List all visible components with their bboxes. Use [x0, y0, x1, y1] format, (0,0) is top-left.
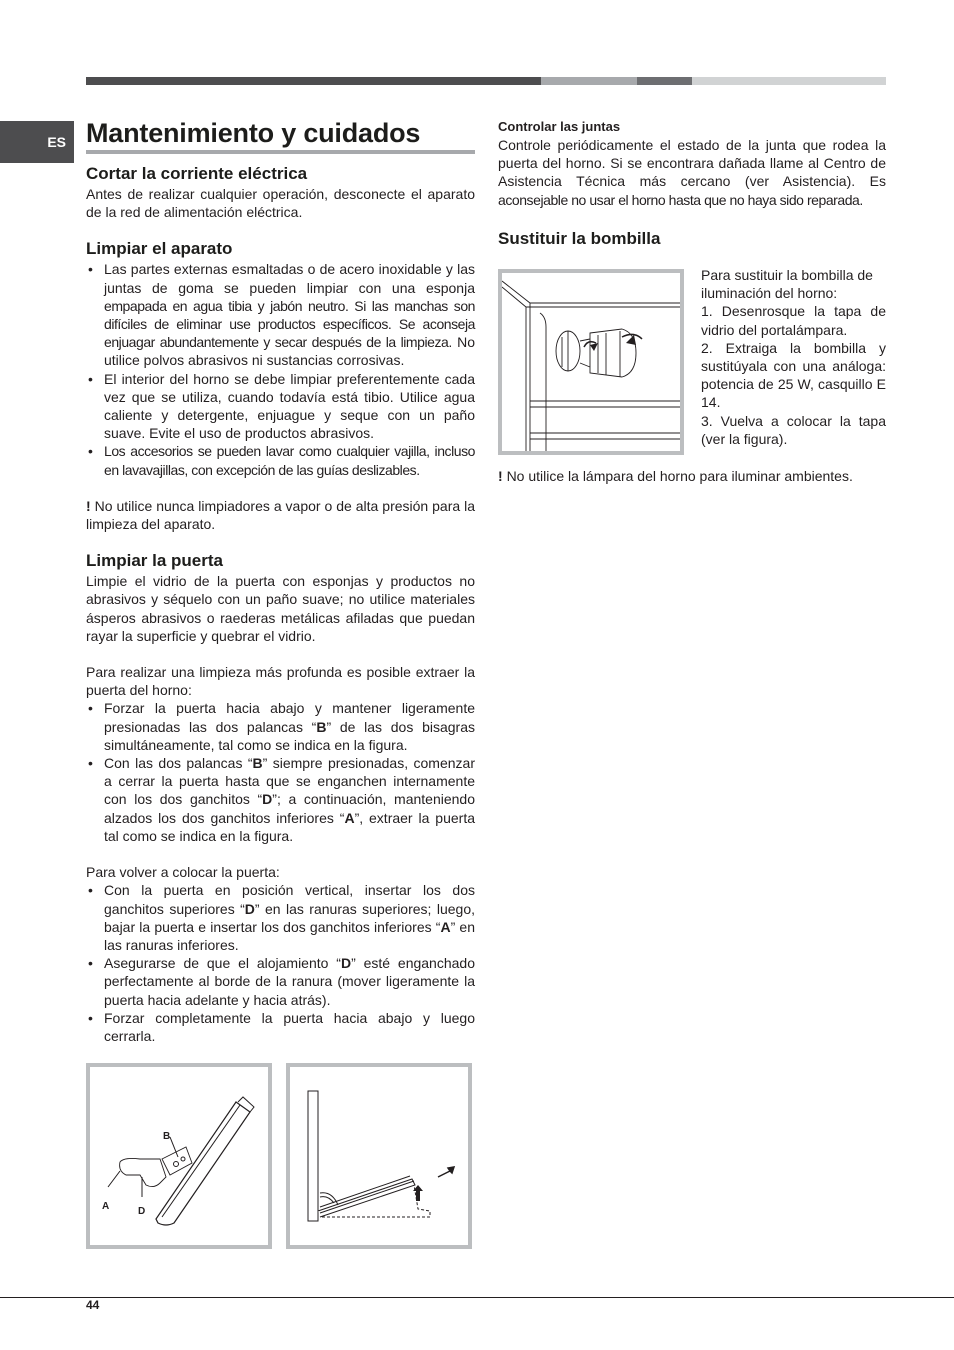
- left-column: [86, 163, 475, 1045]
- right-column: [498, 118, 886, 250]
- list-item: • Los accesorios se pueden lavar como cualquier vajilla, incluso en lavavajillas, con excepción de las guías deslizables.: [86, 442, 475, 478]
- juntas-text: Controle periódicamente el estado de la junta que rodea la puerta del horno. Si se encontrara dañada llame al Centro de Asistencia Técnica más cercano (ver Asistencia). Es aconsejable no usar el horno hasta que no haya sido reparada.: [498, 137, 886, 208]
- list-item: • Forzar completamente la puerta hacia abajo y luego cerrarla.: [86, 1009, 475, 1045]
- limpiar-aparato-warning: ! No utilice nunca limpiadores a vapor o de alta presión para la limpieza del aparato.: [86, 497, 476, 533]
- section-heading-limpiar-aparato: Limpiar el aparato: [86, 239, 233, 259]
- list-item: • Asegurarse de que el alojamiento “D” esté enganchado perfectamente al borde de la ranura (mover ligeramente la puerta hacia adelante y hacia atrás).: [86, 954, 475, 1009]
- list-item: • Forzar la puerta hacia abajo y mantener ligeramente presionadas las dos palancas “B” de las dos bisagras simultáneamente, tal como se indica en la figura.: [86, 699, 475, 754]
- warning-icon: !: [86, 497, 91, 514]
- page-title: Mantenimiento y cuidados: [86, 116, 475, 154]
- door-removal-figure: [286, 1063, 472, 1249]
- bombilla-intro: Para sustituir la bombilla de iluminación del horno:: [701, 267, 873, 302]
- limpiar-puerta-text2: Para realizar una limpieza más profunda es posible extraer la puerta del horno:: [86, 664, 475, 699]
- section-heading-cortar: Cortar la corriente eléctrica: [86, 164, 308, 183]
- header-color-bar: [86, 77, 886, 85]
- warning-icon: !: [498, 468, 503, 484]
- lamp-figure: [498, 269, 684, 455]
- list-item: • Las partes externas esmaltadas o de acero inoxidable y las juntas de goma se pueden limpiar con una esponja empapada en agua tibia y jabón neutro. Si las manchas son difíciles de eliminar use productos específicos. Se aconseja enjuagar abundantemente y secar después de la limpieza. No utilice polvos abrasivos ni sustancias corrosivas.: [86, 260, 475, 369]
- figure-label-a: A: [102, 1201, 110, 1212]
- footer-rule: [0, 1297, 954, 1298]
- section-heading-limpiar-puerta: Limpiar la puerta: [86, 551, 223, 571]
- list-item: • Con las dos palancas “B” siempre presionadas, comenzar a cerrar la puerta hasta que se enganchen internamente con los dos ganchitos “D”; a continuación, manteniendo alzados los dos ganchitos inferiores “A”, extraer la puerta tal como se indica en la figura.: [86, 754, 475, 845]
- section-heading-juntas: Controlar las juntas: [498, 119, 621, 134]
- bombilla-instructions: [701, 266, 886, 448]
- replace-door-list: [86, 881, 475, 1045]
- remove-door-list: [86, 699, 475, 845]
- cortar-text: Antes de realizar cualquier operación, desconecte el aparato de la red de alimentación eléctrica.: [86, 186, 475, 221]
- list-item: • Con la puerta en posición vertical, insertar los dos ganchitos superiores “D” en las ranuras superiores; luego, bajar la puerta e insertar los dos ganchitos inferiores “A” en las ranuras inferiores.: [86, 881, 475, 954]
- bombilla-step-1: 1. Desenrosque la tapa de vidrio del portalámpara.: [701, 303, 886, 338]
- door-hinge-figure: [86, 1063, 272, 1249]
- page-number: 44: [86, 1298, 100, 1312]
- limpiar-aparato-list: [86, 260, 475, 478]
- limpiar-puerta-text3: Para volver a colocar la puerta:: [86, 864, 280, 881]
- figure-label-b: B: [163, 1131, 171, 1142]
- list-item: • El interior del horno se debe limpiar preferentemente cada vez que se utiliza, cuando todavía está tibio. Utilice agua caliente y detergente, enjuague y seque con un paño suave. Evite el uso de productos abrasivos.: [86, 370, 475, 443]
- figure-label-d: D: [138, 1206, 146, 1217]
- language-tab: ES: [0, 121, 74, 163]
- bombilla-step-2: 2. Extraiga la bombilla y sustitúyala con una análoga: potencia de 25 W, casquillo E 14.: [701, 339, 886, 411]
- section-heading-bombilla: Sustituir la bombilla: [498, 228, 661, 248]
- bombilla-step-3: 3. Vuelva a colocar la tapa (ver la figura).: [701, 412, 886, 447]
- limpiar-puerta-text1: Limpie el vidrio de la puerta con esponjas y productos no abrasivos y séquelo con un paño suave; no utilice materiales ásperos abrasivos o raederas metálicas afiladas que puedan rayar la superficie y quebrar el vidrio.: [86, 573, 475, 644]
- bombilla-warning: ! No utilice la lámpara del horno para iluminar ambientes.: [498, 468, 853, 484]
